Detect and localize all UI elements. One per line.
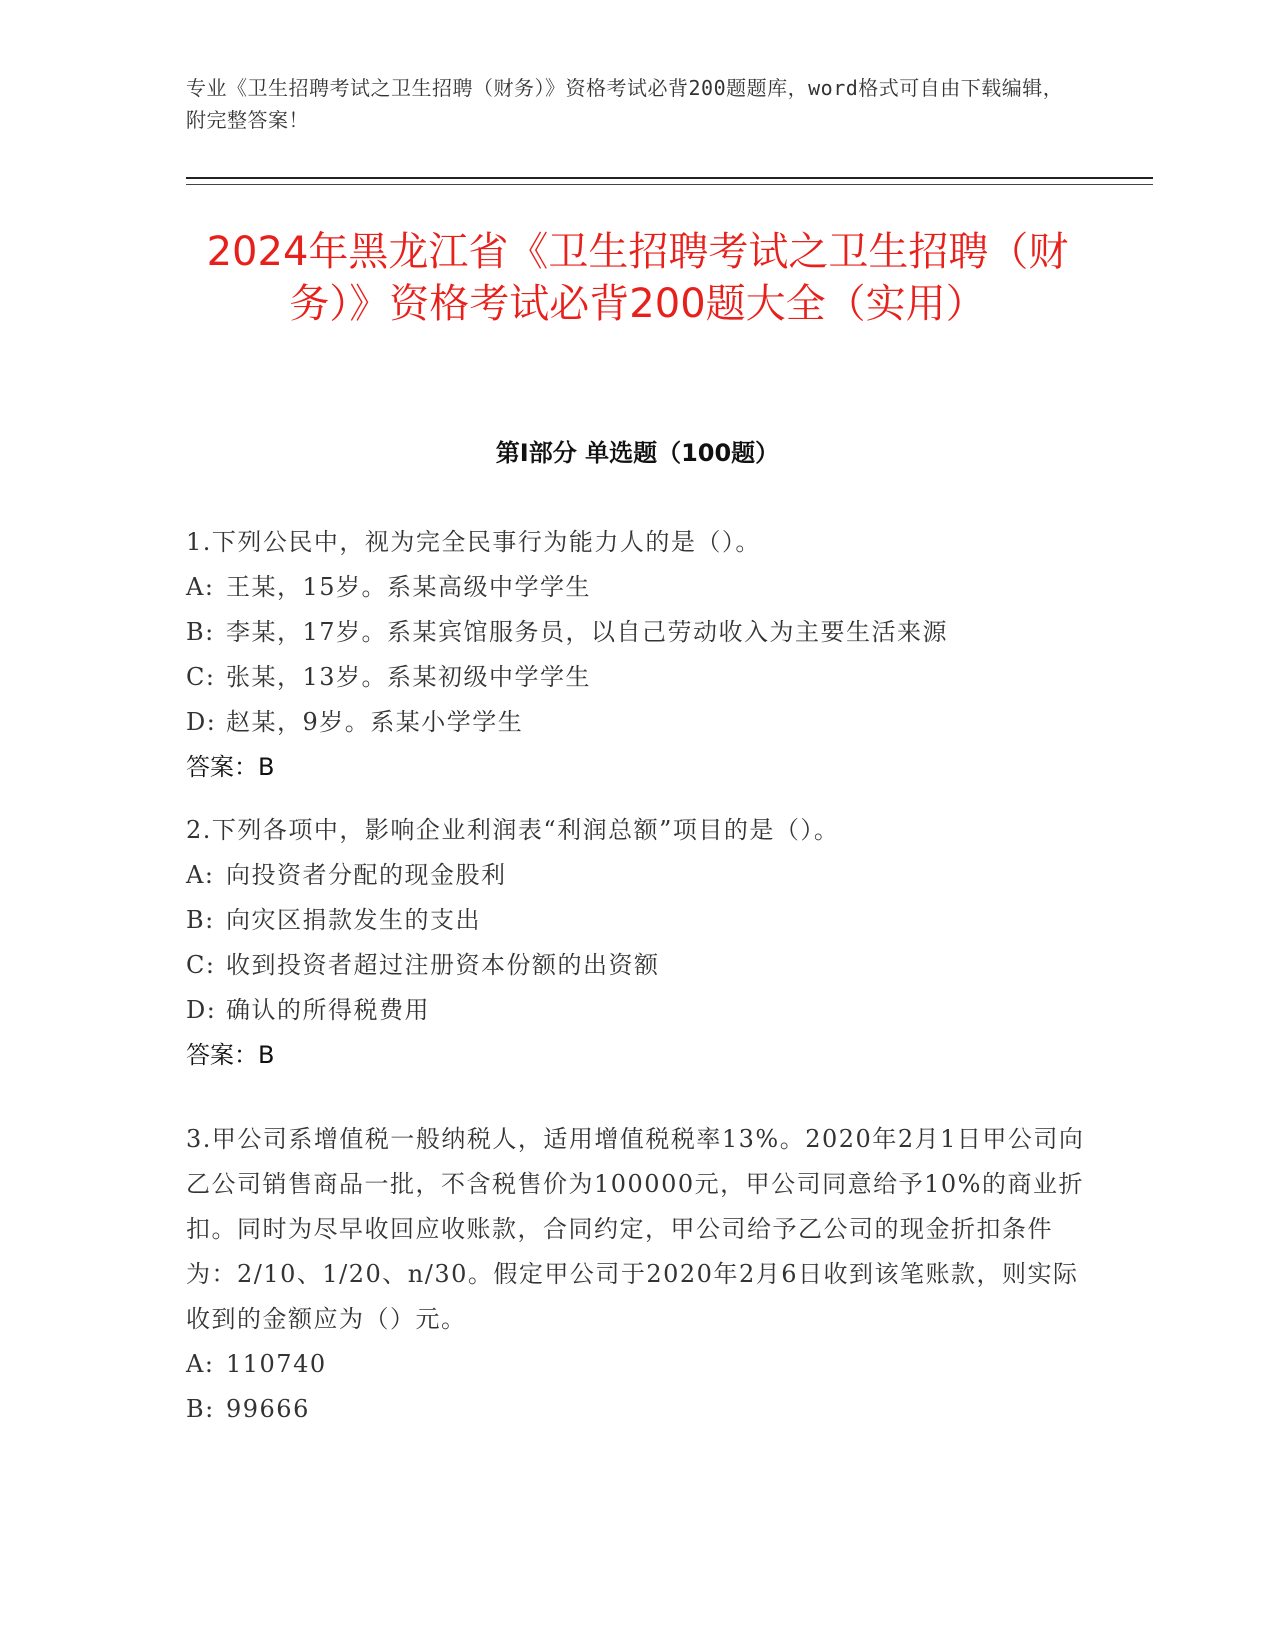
option-b (186, 610, 1086, 655)
option-b (186, 898, 1086, 943)
question-3 (186, 1117, 1086, 1432)
question-stem: 3.甲公司系增值税一般纳税人，适用增值税税率13%。2020年2月1日甲公司向乙公司销售商品一批，不含税售价为100000元，甲公司同意给予10%的商业折扣。同时为尽早收回应收账款，合同约定，甲公司给予乙公司的现金折扣条件为：2/10、1/20、n/30。假定甲公司于2020年2月6日收到该笔账款，则实际收到的金额应为（）元。 (186, 1125, 1085, 1333)
header-divider-thick (186, 177, 1153, 179)
option-text: 收到投资者超过注册资本份额的出资额 (226, 951, 660, 979)
option-key: D: (186, 708, 217, 736)
option-text: 李某，17岁。系某宾馆服务员，以自己劳动收入为主要生活来源 (226, 618, 949, 646)
option-key: A: (186, 861, 215, 889)
section-heading: 第I部分 单选题（100题） (495, 439, 780, 467)
question-stem: 1.下列公民中，视为完全民事行为能力人的是（）。 (186, 528, 761, 556)
option-text: 向投资者分配的现金股利 (226, 861, 507, 889)
question-2 (186, 808, 1086, 1078)
option-key: C: (186, 663, 216, 691)
question-1 (186, 520, 1086, 790)
option-text: 110740 (226, 1350, 327, 1378)
option-a (186, 1342, 1086, 1387)
option-key: B: (186, 618, 215, 646)
option-key: C: (186, 951, 216, 979)
option-d (186, 700, 1086, 745)
option-c (186, 943, 1086, 988)
option-text: 张某，13岁。系某初级中学学生 (226, 663, 592, 691)
option-c (186, 655, 1086, 700)
answer-line: 答案：B (186, 1041, 275, 1069)
option-text: 向灾区捐款发生的支出 (226, 906, 481, 934)
option-text: 王某，15岁。系某高级中学学生 (226, 573, 592, 601)
option-d (186, 988, 1086, 1033)
option-key: D: (186, 996, 217, 1024)
header-note: 专业《卫生招聘考试之卫生招聘（财务）》资格考试必背200题题库，word格式可自由下载编辑，附完整答案！ (186, 76, 1064, 132)
header-divider-thin (186, 184, 1153, 185)
option-a (186, 853, 1086, 898)
question-stem: 2.下列各项中，影响企业利润表“利润总额”项目的是（）。 (186, 816, 840, 844)
option-text: 赵某，9岁。系某小学学生 (226, 708, 524, 736)
option-a (186, 565, 1086, 610)
option-b (186, 1387, 1086, 1432)
document-title: 2024年黑龙江省《卫生招聘考试之卫生招聘（财务）》资格考试必背200题大全（实用） (206, 229, 1069, 327)
option-key: A: (186, 1350, 215, 1378)
option-key: B: (186, 906, 215, 934)
option-key: A: (186, 573, 215, 601)
option-text: 确认的所得税费用 (226, 996, 430, 1024)
option-text: 99666 (226, 1395, 310, 1423)
answer-line: 答案：B (186, 753, 275, 781)
option-key: B: (186, 1395, 215, 1423)
